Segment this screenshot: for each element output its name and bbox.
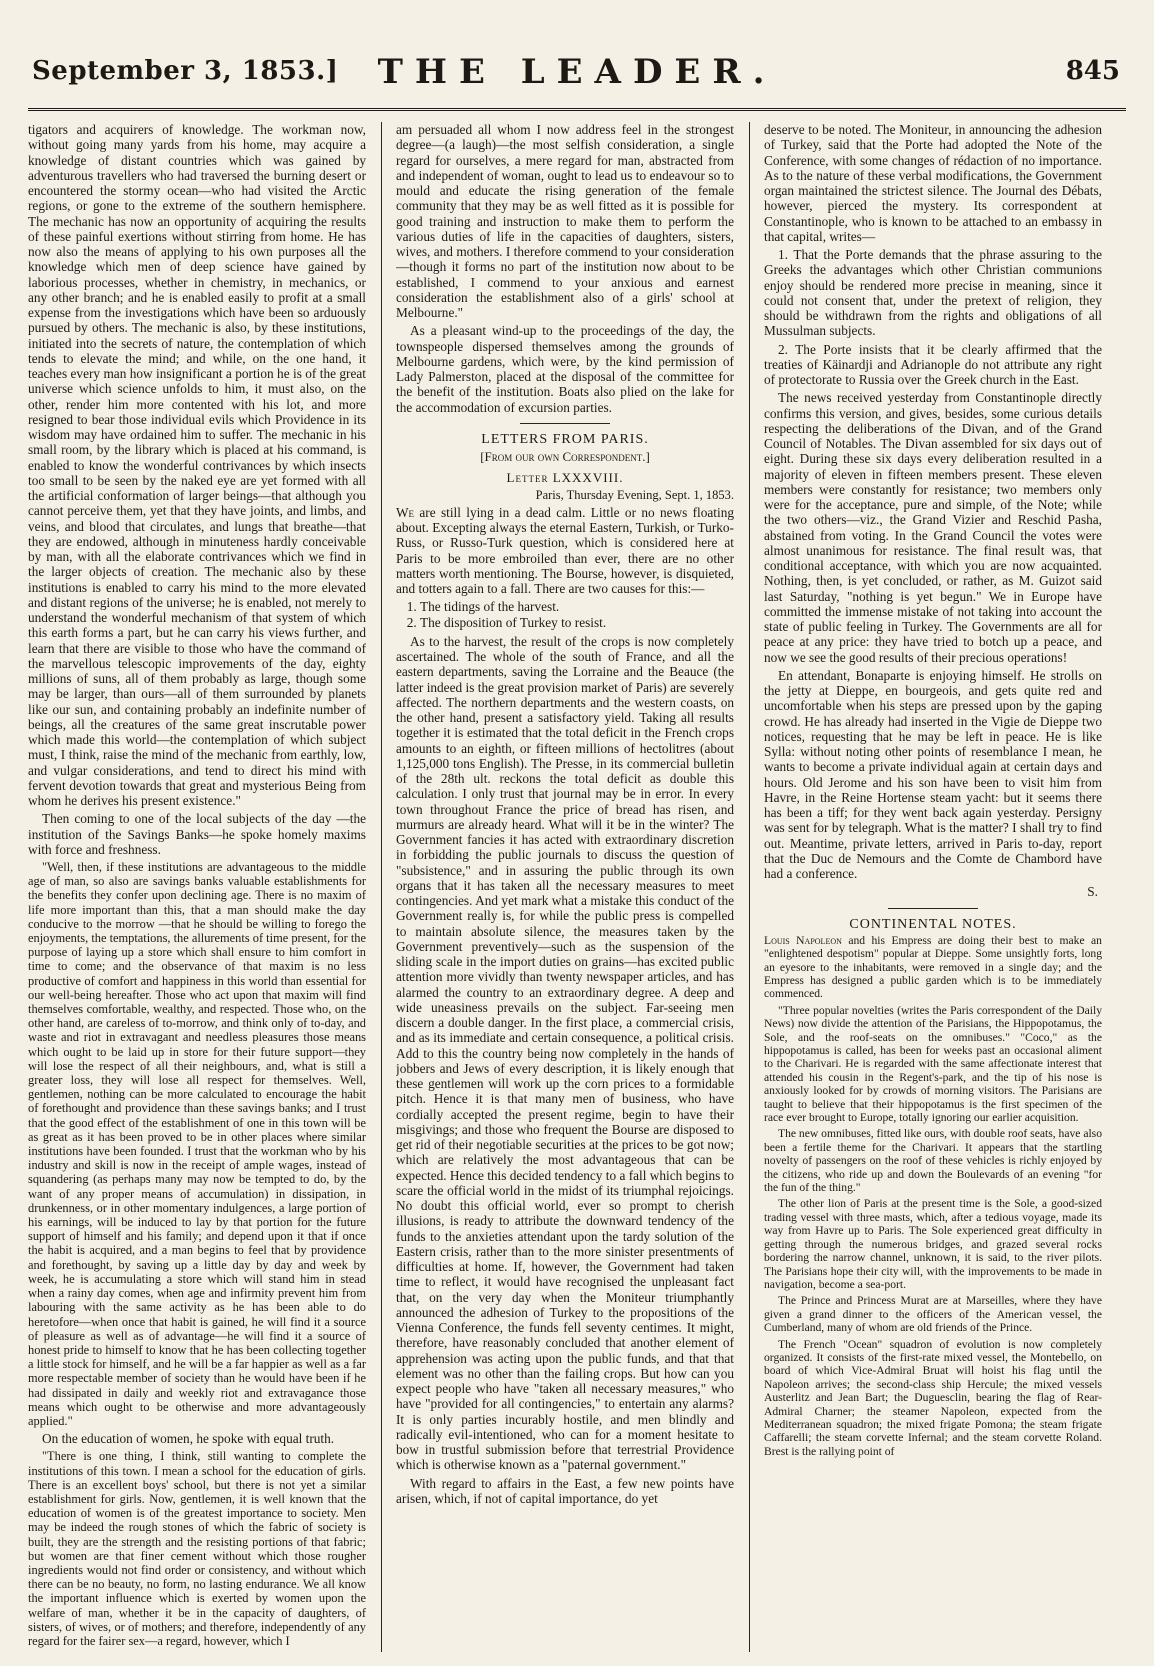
lead-word: We xyxy=(396,504,415,520)
paragraph-text: and his Empress are doing their best to make an "enlightened despotism" popular at Dieppe. Some unsightly forts, long an eyesore to the inhabitants, were removed in a single day; and the Empress has designed a public garden which is to be immediately commenced. xyxy=(764,933,1102,1001)
list-item: 2. The disposition of Turkey to resist. xyxy=(420,615,734,630)
article-paragraph: am persuaded all whom I now address feel in the strongest degree—(a laugh)—the most selfish consideration, a single regard for ourselves, a mere regard for man, abstracted from and independent of woman, ought to lead us to endeavour so to mould and educate the rising generation of the female community that they may be as well fitted as it is possible for good training and instruction to make them to perform the various duties of life in the capacities of daughters, sisters, wives, and mothers. I therefore commend to your consideration—though it forms no part of the institution now about to be established, I commend to your anxious and earnest consideration the establishment also of a girls' school at Melbourne." xyxy=(396,122,734,320)
dateline: Paris, Thursday Evening, Sept. 1, 1853. xyxy=(535,487,734,502)
column-1 xyxy=(28,122,366,1652)
issue-date: September 3, 1853.] xyxy=(32,56,339,86)
article-paragraph: tigators and acquirers of knowledge. The workman now, without going many yards from his home, may acquire a knowledge of distant countries which was gained by adventurous travellers who had traversed the burning desert or encountered the stormy ocean—who had visited the Arctic regions, or gone to the extreme of the southern hemisphere. The mechanic has now an opportunity of acquiring the results of these painful exertions without stirring from home. He has now also the means of applying to his own purposes all the knowledge which men of deep science have gained by laborious processes, whether in chemistry, in mechanics, or any other branch; and he is enabled easily to profit at a small expense from the investigations which have been so arduously pursued by others. The mechanic is also, by these institutions, initiated into the secrets of nature, the contemplation of which tends to elevate the mind; and while, on the one hand, it teaches every man how insignificant a portion he is of the great universe which science unfolds to him, it must also, on the other, render him more contented with his lot, and more resigned to bear those individual evils which Providence in its wisdom may have ordained him to suffer. The mechanic in his small room, by the library which is placed at his command, is enabled to know the wonderful contrivances by which insects too small to be seen by the naked eye are yet formed with all the artificial conformation of larger beings—that although you cannot perceive them, yet that they have joints, and limbs, and veins, and blood that circulates, and lungs that breathe—that they are endowed, although in minuteness hardly conceivable by man, with all the elaborate contrivances which we find in the larger objects of creation. The mechanic also by these institutions is enabled to carry his mind to the more elevated and distant regions of the universe; he is enabled, not merely to understand the wonderful mechanism of that system of which this earth forms a part, but he can carry his views further, and learn that there are visible to those who have the command of the marvellous telescopic improvements of the day, eighty millions of suns, all of them probably as large, though some may be larger, than ours—all of them surrounded by planets like our sun, and containing probably an indefinite number of beings, all the creatures of the same great inscrutable power which made this world—the contemplation of which subject must, I think, raise the mind of the mechanic from earthly, low, and vulgar considerations, and tend to direct his mind with fervent devotion towards that great and mysterious Being from whom he derives his present existence." xyxy=(28,122,366,808)
article-paragraph: The Prince and Princess Murat are at Marseilles, where they have given a grand dinner to the officers of the American vessel, the Cumberland, many of whom are old friends of the Prince. xyxy=(764,1294,1102,1335)
causes-list xyxy=(396,599,734,630)
article-paragraph: The news received yesterday from Constantinople directly confirms this version, and gives, besides, some curious details respecting the deliberations of the Divan, and of the Grand Council of Notables. The Divan assembled for six days out of eight. During these six days every deliberation resulted in a majority of eleven in fifteen members present. These eleven members were constantly for resistance; two members only were for the acceptance, pure and simple, of the Note; while the two others—viz., the Grand Vizier and Reschid Pasha, abstained from voting. In the Grand Council the votes were almost unanimous for resistance. The final result was, that conditional acceptance, with which you are now acquainted. Nothing, then, is yet concluded, or rather, as M. Guizot said last Saturday, "nothing is yet begun." We in Europe have committed the immense mistake of not taking into account the state of public feeling in Turkey. The Governments are all for peace at any price: they have tried to botch up a peace, and now we see the good results of their precious operations! xyxy=(764,390,1102,665)
section-subheading: [From our own Correspondent.] xyxy=(480,449,650,464)
article-paragraph: With regard to affairs in the East, a few new points have arisen, which, if not of capital importance, do yet xyxy=(396,1475,734,1506)
column-rule xyxy=(749,122,750,1652)
article-paragraph: En attendant, Bonaparte is enjoying himself. He strolls on the jetty at Dieppe, en bourgeois, and gets quite red and uncomfortable when his steps are pressed upon by the gaping crowd. He has already had inserted in the Vigie de Dieppe two notices, requesting that he may be left in peace. He is like Sylla: without noting other points of resemblance I mean, he wants to become a private individual again at certain days and hours. Old Jerome and his son have been to visit him from Havre, in the Reine Hortense steam yacht: but it seems there has been a tiff; for they went back again yesterday. Persigny was sent for by telegraph. What is the matter? I shall try to find out. Meantime, private letters, arrived in Paris to-day, report that the Duc de Nemours and the Comte de Chambord have had a conference. xyxy=(764,667,1102,881)
masthead xyxy=(28,50,1126,111)
page-number: 845 xyxy=(1065,56,1120,86)
lead-word: Louis Napoleon xyxy=(764,933,842,947)
column-2 xyxy=(396,122,734,1652)
article-paragraph: The other lion of Paris at the present time is the Sole, a good-sized trading vessel with three masts, which, after a tedious voyage, made its way from Havre up to Paris. The Sole experienced great difficulty in getting through the numerous bridges, and grazed several rocks bordering the narrow channel, unknown, it is said, to the river pilots. The Parisians hope their city will, with the improvements to be made in navigation, become a sea-port. xyxy=(764,1197,1102,1291)
article-paragraph: The French "Ocean" squadron of evolution is now completely organized. It consists of the first-rate mixed vessel, the Montebello, on board of which Vice-Admiral Bruat will hoist his flag until the Napoleon arrives; the second-class ship Hercule; the mixed vessels Austerlitz and Jean Bart; the Duguesclin, bearing the flag of Rear-Admiral Charner; the steamer Napoleon, expected from the Mediterranean squadron; the mixed frigate Pomona; the steam frigate Caffarelli; the steam corvette Infernal; and the steam corvette Roland. Brest is the rallying point of xyxy=(764,1337,1102,1458)
section-heading: LETTERS FROM PARIS. xyxy=(481,431,649,447)
article-paragraph xyxy=(396,505,734,597)
paragraph-text: are still lying in a dead calm. Little or no news floating about. Excepting always the eternal Eastern, Turkish, or Turko-Russ, or Russo-Turk question, which is considered here at Paris to be more embroiled than ever, there are no other matters worth mentioning. The Bourse, however, is disquieted, and totters again to a fall. There are two causes for this:— xyxy=(396,504,734,596)
letter-number: Letter LXXXVIII. xyxy=(506,470,624,486)
article-paragraph: "Three popular novelties (writes the Paris correspondent of the Daily News) now divide the attention of the Parisians, the Hippopotamus, the Sole, and the roof-seats on the omnibuses." "Coco," as the hippopotamus is called, has been for weeks past an occasional aliment to the Charivari. He is regarded with the same affectionate interest that attended his cousin in the Regent's-park, and the tip of his nose is anxiously looked for by crowds of morning visitors. The Parisians are taught to believe that their hippopotamus is the first specimen of the race ever brought to Europe, totally ignoring our earlier acquisition. xyxy=(764,1003,1102,1125)
article-paragraph: The new omnibuses, fitted like ours, with double roof seats, have also been a fertile theme for the Charivari. It appears that the startling novelty of passengers on the roof of these vehicles is richly enjoyed by the citizens, who ride up and down the Boulevards of an evening "for the fun of the thing." xyxy=(764,1127,1102,1195)
quoted-speech: "Well, then, if these institutions are advantageous to the middle age of man, so also are savings banks valuable establishments for the benefits they confer upon declining age. There is no maxim of life more important than this, that a man should make the day conducive to the morrow —that he should be willing to forego the enjoyments, the temptations, the allurements of time present, for the purpose of laying up a store which shall ensure to him comfort in time to come; and the observance of that maxim is no less productive of comfort and happiness in this world than essential for our well-being hereafter. Those who act upon that maxim will find themselves comfortable, wealthy, and respected. Those who, on the other hand, are careless of to-morrow, and think only of to-day, and waste and riot in extravagant and needless pleasures those means which ought to be laid up in store for their future support—they will lose the respect of all their neighbours, and, what is still a greater loss, they will lose all respect for themselves. Well, gentlemen, nothing can be more calculated to encourage the habit of forethought and providence than these savings banks; and I trust that the good effect of the establishment of one in this town will be as great as it has been proved to be in other places where similar institutions have been founded. I trust that the workman who by his industry and skill is now in the receipt of ample wages, instead of squandering (as perhaps many may now be tempted to do, by the want of any proper means of accumulation) in dissipation, in drunkenness, or in other momentary indulgences, a large portion of his earnings, will be induced to lay by that portion for the future support of himself and his family; and depend upon it that if once the habit is acquired, and a man begins to feel that by providence and forethought, by saving up a little day by day and week by week, he is accumulating a store which will stand him in stead when a rainy day comes, when age and infirmity prevent him from labouring with the same activity as he has been able to do heretofore—when once that habit is gained, he will find it a source of pleasure as well as of advantage—he will find it a source of honest pride to himself to know that he has been collecting together a little stock for himself, and he will be a far happier as well as a far more respectable member of society than he would have been if he had dissipated in daily and weekly riot and extravagance those means which ought to be otherwise and more advantageously applied." xyxy=(28,860,366,1428)
signature: S. xyxy=(1087,884,1098,900)
article-paragraph xyxy=(764,934,1102,1001)
quoted-speech: "There is one thing, I think, still wanting to complete the institutions of this town. I mean a school for the education of girls. There is an excellent boys' school, but there is not yet a similar establishment for girls. Now, gentlemen, it is well known that the education of women is of the greatest importance to society. Men may be indeed the rough stones of which the fabric of society is built, they are the strength and the resisting portions of that fabric; but women are that finer cement without which those rougher ingredients would not find order or consistency, and without which there can be no beauty, no form, no lasting endurance. We all know the important influence which is exerted by women upon the welfare of man, whether it be in the capacity of daughters, of sisters, of wives, or of mothers; and therefore, independently of any regard for the fairer sex—a regard, however, which I xyxy=(28,1449,366,1649)
article-paragraph: As to the harvest, the result of the crops is now completely ascertained. The whole of the south of France, and all the eastern departments, saving the Lorraine and the Beauce (the latter indeed is the great provision market of Paris) are severely affected. The northern departments and the western coasts, on the other hand, present a satisfactory yield. Taking all results together it is estimated that the total deficit in the French crops amounts to an eighth, or fifteen millions of hectolitres (about 1,125,000 tons English). The Presse, in its commercial bulletin of the 28th ult. reckons the total deficit as double this calculation. I only trust that journal may be in error. In every town throughout France the price of bread has risen, and murmurs are already heard. What will it be in the winter? The Government fancies it has acted with extraordinary discretion in forbidding the public journals to discuss the question of "subsistence," and in assuring the public through its own organs that it has taken all the necessary measures to meet contingencies. And yet mark what a mistake this conduct of the Government really is, for while the public press is compelled to maintain absolute silence, the measures taken by the Government preventively—such as the suspension of the sliding scale in the import duties on grains—has excited public attention more vividly than twenty newspaper articles, and has alarmed the country to an extraordinary degree. A deep and wide uneasiness prevails on the subject. Far-seeing men discern a double danger. In the first place, a commercial crisis, and as its immediate and certain consequence, a political crisis. Add to this the country being now completely in the hands of jobbers and Jews of every description, it is likely enough that these gentlemen will work up the corn prices to a formidable pitch. Hence it is that many men of business, who have cordially accepted the present regime, begin to have their misgivings; and those who frequent the Bourse are disposed to get rid of their negotiable securities at the prices to be got now; which are relatively the most advantageous that can be expected. Hence this decided tendency to a fall which begins to scare the official world in the midst of its triumphal rejoicings. No doubt this official world, ever so prompt to cherish illusions, is ready to attribute the downward tendency of the funds to the anxieties attendant upon the tardy solution of the Eastern crisis, rather than to the more sinister presentments of difficulties at home. If, however, the Government had taken time to reflect, it would have recognised the unpleasant fact that, on the very day when the Moniteur triumphantly announced the adhesion of Turkey to the propositions of the Vienna Conference, the funds fell seventy centimes. It might, therefore, have reasonably concluded that another element of apprehension was acting upon the public funds, and that that element was no other than the failing crops. But how can you expect people who have "taken all necessary measures," who have "provided for all contingencies," to entertain any alarms? It is only parties incurably hostile, and men blindly and radically evil-intentioned, who can for a moment hesitate to bow in trustful submission before that terrestrial Providence which is otherwise known as a "paternal government." xyxy=(396,633,734,1473)
newspaper-title: THE LEADER. xyxy=(377,52,777,92)
section-separator xyxy=(888,908,978,909)
column-rule xyxy=(381,122,382,1652)
list-item: 1. The tidings of the harvest. xyxy=(420,599,734,614)
section-heading: CONTINENTAL NOTES. xyxy=(849,916,1017,932)
article-paragraph: As a pleasant wind-up to the proceedings of the day, the townspeople dispersed themselves among the grounds of Melbourne gardens, which were, by the kind permission of Lady Palmerston, placed at the disposal of the committee for the benefit of the institution. Boats also plied on the lake for the accommodation of excursion parties. xyxy=(396,323,734,415)
column-3 xyxy=(764,122,1102,1652)
article-paragraph: deserve to be noted. The Moniteur, in announcing the adhesion of Turkey, said that the Porte had adopted the Note of the Conference, with some changes of rédaction of no importance. As to the nature of these verbal modifications, the Government organ maintained the strictest silence. The Journal des Débats, however, pierced the mystery. Its correspondent at Constantinople, who is known to be attached to an embassy in that capital, writes— xyxy=(764,122,1102,244)
article-paragraph: 2. The Porte insists that it be clearly affirmed that the treaties of Käinardji and Adrianople do not attribute any right of protectorate to Russia over the Greek church in the East. xyxy=(764,341,1102,387)
section-separator xyxy=(520,423,610,424)
article-paragraph: Then coming to one of the local subjects of the day —the institution of the Savings Banks—he spoke homely maxims with force and freshness. xyxy=(28,811,366,857)
article-paragraph: On the education of women, he spoke with equal truth. xyxy=(42,1431,335,1447)
article-paragraph: 1. That the Porte demands that the phrase assuring to the Greeks the advantages which other Christian communions enjoy should be rendered more precise in meaning, since it could not consent that, under the pretext of religion, they should be withdrawn from the rights and obligations of all Mussulman subjects. xyxy=(764,247,1102,339)
